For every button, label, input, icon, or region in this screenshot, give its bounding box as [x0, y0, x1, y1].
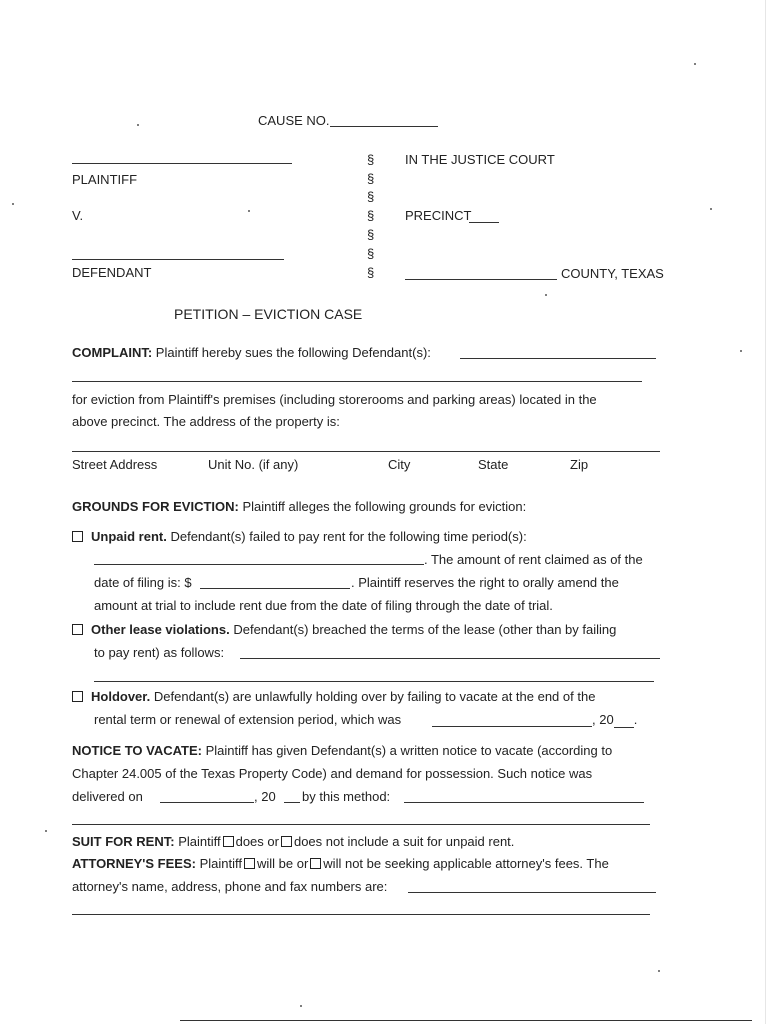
- rent-amount-field[interactable]: [200, 588, 350, 589]
- section-symbol: §: [367, 227, 375, 242]
- holdover-date-field[interactable]: [432, 726, 592, 727]
- attorney-fees-label: ATTORNEY'S FEES:: [72, 856, 196, 871]
- suit-for-rent-text-b: does or: [235, 834, 279, 849]
- attorney-info-field-2[interactable]: [72, 914, 650, 915]
- court-label: IN THE JUSTICE COURT: [405, 152, 555, 167]
- grounds-label: GROUNDS FOR EVICTION:: [72, 499, 239, 514]
- scan-speck: [694, 63, 696, 65]
- holdover-text: Defendant(s) are unlawfully holding over by failing to vacate at the end of the: [153, 689, 596, 704]
- lease-violations-line-2: to pay rent) as follows:: [94, 645, 225, 660]
- holdover-checkbox[interactable]: [72, 691, 83, 702]
- section-symbol: §: [367, 171, 375, 186]
- complaint-text: Plaintiff hereby sues the following Defendant(s):: [155, 345, 431, 360]
- scan-speck: [545, 294, 547, 296]
- unpaid-rent-line-4: amount at trial to include rent due from the date of filing through the date of trial.: [94, 598, 553, 613]
- holdover-label: Holdover.: [91, 689, 151, 704]
- notice-line-2: Chapter 24.005 of the Texas Property Code) and demand for possession. Such notice was: [72, 766, 593, 781]
- holdover-year-prefix: , 20: [592, 712, 614, 727]
- notice-label: NOTICE TO VACATE:: [72, 743, 202, 758]
- defendant-list-field[interactable]: [460, 358, 656, 359]
- attorney-info-field[interactable]: [408, 892, 656, 893]
- section-symbol: §: [367, 208, 375, 223]
- scan-speck: [45, 830, 47, 832]
- defendant-name-field[interactable]: [72, 259, 284, 260]
- attorney-fees-paragraph: [72, 856, 609, 872]
- suit-for-rent-paragraph: [72, 834, 514, 850]
- lease-violations-field-2[interactable]: [94, 681, 654, 682]
- lease-violations-checkbox[interactable]: [72, 624, 83, 635]
- defendant-list-field-2[interactable]: [72, 381, 642, 382]
- attorney-fees-line-2: attorney's name, address, phone and fax numbers are:: [72, 879, 388, 894]
- notice-method-field[interactable]: [404, 802, 644, 803]
- section-symbol: §: [367, 265, 375, 280]
- holdover-year-suffix: .: [633, 712, 638, 727]
- unpaid-rent-label: Unpaid rent.: [91, 529, 167, 544]
- suit-for-rent-label: SUIT FOR RENT:: [72, 834, 175, 849]
- notice-line-3b: , 20: [254, 789, 276, 804]
- cause-no-label: CAUSE NO.: [258, 113, 330, 128]
- grounds-text: Plaintiff alleges the following grounds for eviction:: [242, 499, 527, 514]
- complaint-line-3: above precinct. The address of the property is:: [72, 414, 340, 429]
- versus-label: V.: [72, 208, 84, 223]
- attorney-fees-text-c: will not be seeking applicable attorney's fees. The: [323, 856, 609, 871]
- unpaid-rent-line-3a: date of filing is: $: [94, 575, 192, 590]
- notice-line-3a: delivered on: [72, 789, 143, 804]
- address-street-label: Street Address: [72, 457, 158, 472]
- notice-line-3c: by this method:: [302, 789, 391, 804]
- section-symbol: §: [367, 246, 375, 261]
- suit-for-rent-text-a: Plaintiff: [178, 834, 221, 849]
- notice-text: Plaintiff has given Defendant(s) a written notice to vacate (according to: [205, 743, 613, 758]
- scan-speck: [710, 208, 712, 210]
- county-field[interactable]: [405, 279, 557, 280]
- lease-violations-text: Defendant(s) breached the terms of the lease (other than by failing: [233, 622, 617, 637]
- complaint-label: COMPLAINT:: [72, 345, 153, 360]
- unpaid-rent-option: [72, 529, 527, 545]
- unpaid-rent-text: Defendant(s) failed to pay rent for the following time period(s):: [170, 529, 527, 544]
- suit-does-not-checkbox[interactable]: [281, 836, 292, 847]
- plaintiff-name-field[interactable]: [72, 163, 292, 164]
- section-symbol: §: [367, 189, 375, 204]
- fees-will-checkbox[interactable]: [244, 858, 255, 869]
- holdover-option: [72, 689, 595, 705]
- page-title: PETITION – EVICTION CASE: [174, 306, 363, 322]
- precinct-field[interactable]: [469, 222, 499, 223]
- address-zip-label: Zip: [570, 457, 589, 472]
- scan-speck: [740, 350, 742, 352]
- precinct-label: PRECINCT: [405, 208, 472, 223]
- county-label: COUNTY, TEXAS: [561, 266, 664, 281]
- unpaid-rent-line-3b: . Plaintiff reserves the right to orally amend the: [351, 575, 619, 590]
- grounds-paragraph: [72, 499, 526, 515]
- notice-paragraph: [72, 743, 612, 759]
- property-address-field[interactable]: [72, 451, 660, 452]
- scan-speck: [12, 203, 14, 205]
- suit-for-rent-text-c: does not include a suit for unpaid rent.: [293, 834, 515, 849]
- address-city-label: City: [388, 457, 411, 472]
- page-edge: [765, 0, 766, 1024]
- section-symbol: §: [367, 152, 375, 167]
- notice-date-field[interactable]: [160, 802, 254, 803]
- cause-no-field[interactable]: [330, 126, 438, 127]
- rent-period-field[interactable]: [94, 564, 424, 565]
- complaint-line-2: for eviction from Plaintiff's premises (including storerooms and parking areas) located in the: [72, 392, 597, 407]
- defendant-label: DEFENDANT: [72, 265, 152, 280]
- attorney-fees-text-a: Plaintiff: [199, 856, 242, 871]
- scan-speck: [248, 210, 250, 212]
- address-unit-label: Unit No. (if any): [208, 457, 299, 472]
- notice-method-field-2[interactable]: [72, 824, 650, 825]
- footer-rule: [180, 1020, 752, 1021]
- notice-year-field[interactable]: [284, 802, 300, 803]
- lease-violations-field[interactable]: [240, 658, 660, 659]
- lease-violations-label: Other lease violations.: [91, 622, 230, 637]
- scan-speck: [300, 1005, 302, 1007]
- holdover-year-field[interactable]: [614, 715, 634, 728]
- scan-speck: [137, 124, 139, 126]
- complaint-paragraph: [72, 345, 431, 361]
- suit-does-checkbox[interactable]: [223, 836, 234, 847]
- scan-speck: [658, 970, 660, 972]
- attorney-fees-text-b: will be or: [257, 856, 309, 871]
- unpaid-rent-checkbox[interactable]: [72, 531, 83, 542]
- plaintiff-label: PLAINTIFF: [72, 172, 138, 187]
- unpaid-rent-line-2: . The amount of rent claimed as of the: [424, 552, 643, 567]
- holdover-year: [592, 712, 637, 728]
- lease-violations-option: [72, 622, 616, 638]
- fees-will-not-checkbox[interactable]: [310, 858, 321, 869]
- holdover-line-2: rental term or renewal of extension period, which was: [94, 712, 402, 727]
- address-state-label: State: [478, 457, 509, 472]
